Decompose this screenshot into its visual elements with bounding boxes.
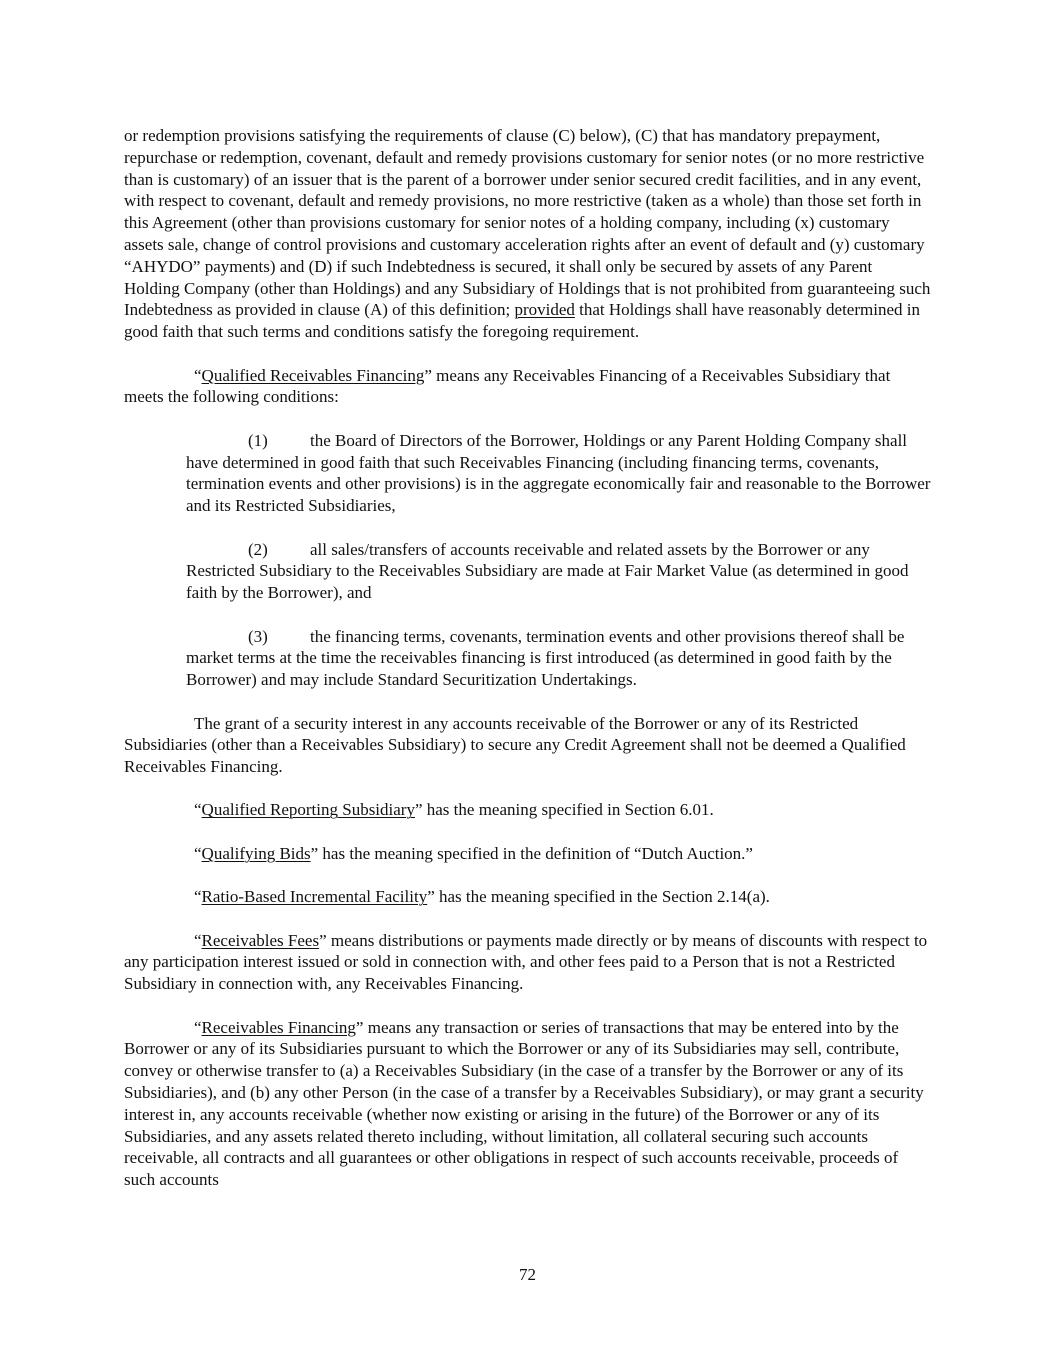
item-number: (2) — [248, 539, 268, 559]
condition-item-1 — [186, 430, 932, 517]
open-quote: “ — [194, 930, 202, 950]
open-quote: “ — [194, 1017, 202, 1037]
definition-qualified-receivables-financing — [124, 365, 932, 409]
definition-text: ” has the meaning specified in the Section 2.14(a). — [427, 887, 770, 907]
defined-term: Qualifying Bids — [201, 843, 311, 863]
continuation-tail: that Holdings shall have reasonably determined in good faith that such terms and conditions satisfy the foregoing requirement. — [124, 300, 920, 342]
definition-text: ” has the meaning specified in the definition of “Dutch Auction.” — [310, 843, 753, 863]
defined-term: Qualified Reporting Subsidiary — [201, 800, 415, 820]
defined-term: Receivables Financing — [201, 1017, 356, 1037]
continuation-text: or redemption provisions satisfying the requirements of clause (C) below), (C) that has mandatory prepayment, repurchase or redemption, covenant, default and remedy provisions customary for senior notes (or no more restrictive than is customary) of an issuer that is the parent of a borrower under senior secured credit facilities, and in any event, with respect to covenant, default and remedy provisions, no more restrictive (taken as a whole) than those set forth in this Agreement (other than provisions customary for senior notes of a holding company, including (x) customary assets sale, change of control provisions and customary acceleration rights after an event of default and (y) customary “AHYDO” payments) and (D) if such Indebtedness is secured, it shall only be secured by assets of any Parent Holding Company (other than Holdings) and any Subsidiary of Holdings that is not prohibited from guaranteeing such Indebtedness as provided in clause (A) of this definition; — [124, 126, 931, 320]
item-text: all sales/transfers of accounts receivable and related assets by the Borrower or any Restricted Subsidiary to the Receivables Subsidiary are made at Fair Market Value (as determined in good faith by the Borrower), and — [186, 539, 909, 603]
provided-term: provided — [514, 300, 575, 320]
condition-item-3 — [186, 626, 932, 691]
continuation-paragraph — [124, 125, 932, 343]
open-quote: “ — [194, 365, 202, 385]
item-text: the Board of Directors of the Borrower, Holdings or any Parent Holding Company shall have determined in good faith that such Receivables Financing (including financing terms, covenants, termination events and other provisions) is in the aggregate economically fair and reasonable to the Borrower and its Restricted Subsidiaries, — [186, 430, 931, 516]
item-number: (1) — [248, 430, 268, 450]
definition-qualified-reporting-subsidiary — [124, 799, 932, 821]
definition-text: ” means any transaction or series of transactions that may be entered into by the Borrower or any of its Subsidiaries pursuant to which the Borrower or any of its Subsidiaries may sell, contribute, convey or otherwise transfer to (a) a Receivables Subsidiary (in the case of a transfer by the Borrower or any of its Subsidiaries), and (b) any other Person (in the case of a transfer by a Receivables Subsidiary), or may grant a security interest in, any accounts receivable (whether now existing or arising in the future) of the Borrower or any of its Subsidiaries, and any assets related thereto including, without limitation, all collateral securing such accounts receivable, all contracts and all guarantees or other obligations in respect of such accounts receivable, proceeds of such accounts — [124, 1017, 924, 1190]
open-quote: “ — [194, 887, 202, 907]
open-quote: “ — [194, 800, 202, 820]
definition-text: ” means any Receivables Financing of a Receivables Subsidiary that meets the following conditions: — [124, 365, 891, 407]
page-body — [124, 125, 932, 1213]
definition-receivables-financing — [124, 1017, 932, 1191]
page-number: 72 — [519, 1265, 536, 1284]
definition-ratio-based-incremental-facility — [124, 886, 932, 908]
definition-receivables-fees — [124, 930, 932, 995]
definition-text: ” has the meaning specified in Section 6.01. — [414, 800, 714, 820]
item-text: the financing terms, covenants, termination events and other provisions thereof shall be market terms at the time the receivables financing is first introduced (as determined in good faith by the Borrower) and may include Standard Securitization Undertakings. — [186, 626, 905, 690]
definition-qualifying-bids — [124, 843, 932, 865]
defined-term: Ratio-Based Incremental Facility — [201, 887, 428, 907]
grant-paragraph: The grant of a security interest in any accounts receivable of the Borrower or any of its Restricted Subsidiaries (other than a Receivables Subsidiary) to secure any Credit Agreement shall not be deemed a Qualified Receivables Financing. — [124, 713, 906, 777]
open-quote: “ — [194, 843, 202, 863]
defined-term: Receivables Fees — [201, 930, 320, 950]
defined-term: Qualified Receivables Financing — [201, 365, 425, 385]
item-number: (3) — [248, 626, 268, 646]
condition-item-2 — [186, 539, 932, 604]
definition-text: ” means distributions or payments made directly or by means of discounts with respect to any participation interest issued or sold in connection with, and other fees paid to a Person that is not a Restricted Subsidiary in connection with, any Receivables Financing. — [124, 930, 928, 994]
